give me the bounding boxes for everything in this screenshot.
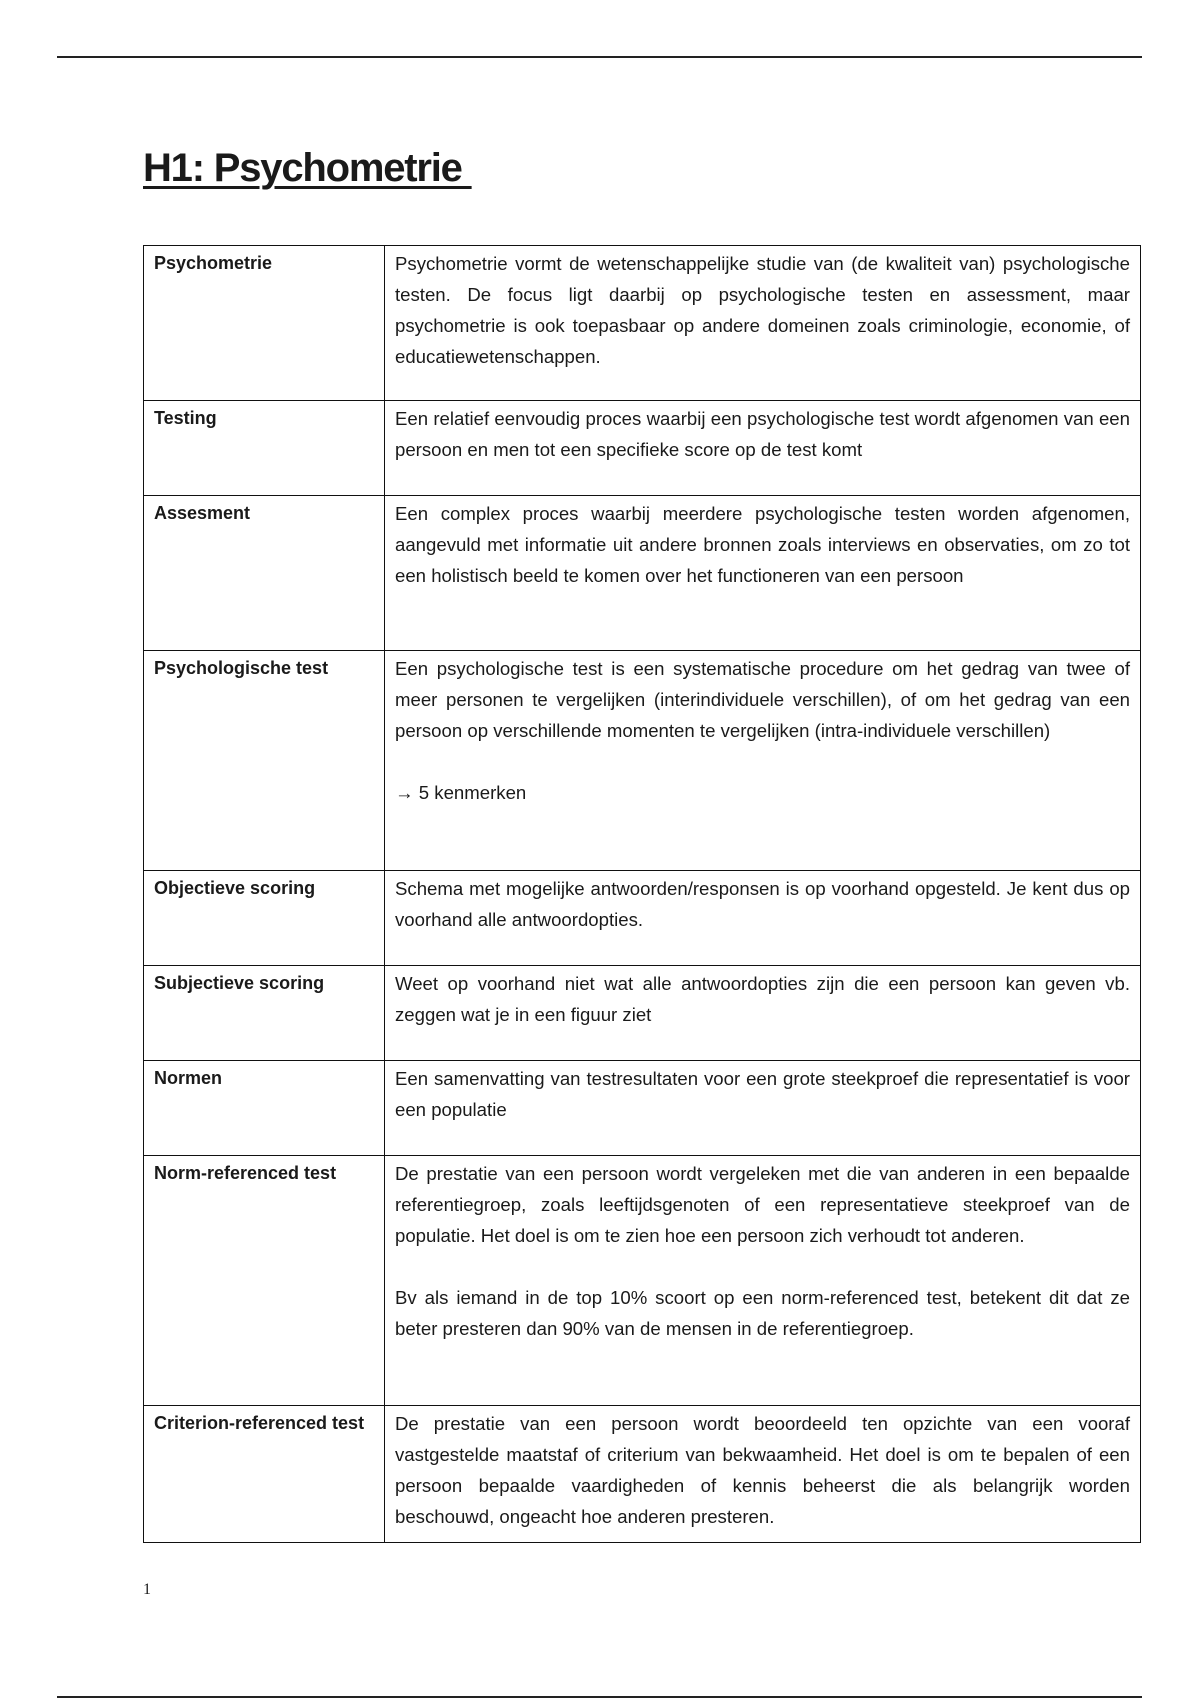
- term-cell: Objectieve scoring: [144, 871, 385, 966]
- definition-cell: [385, 246, 1141, 401]
- definition-cell: [385, 966, 1141, 1061]
- paragraph-gap: [395, 746, 1130, 777]
- definition-text: Psychometrie vormt de wetenschappelijke studie van (de kwaliteit van) psychologische testen. De focus ligt daarbij op psychologische testen en assessment, maar psychometrie is ook toepasbaar op andere domeinen zoals criminologie, economie, of educatiewetenschappen.: [395, 253, 1130, 367]
- definition-text: De prestatie van een persoon wordt vergeleken met die van anderen in een bepaalde referentiegroep, zoals leeftijdsgenoten of een representatieve steekproef van de populatie. Het doel is om te zien hoe een persoon zich verhoudt tot anderen.: [395, 1163, 1130, 1246]
- definition-text: Schema met mogelijke antwoorden/responsen is op voorhand opgesteld. Je kent dus op voorhand alle antwoordopties.: [395, 878, 1130, 930]
- paragraph-gap: [395, 1251, 1130, 1282]
- definition-text: Weet op voorhand niet wat alle antwoordopties zijn die een persoon kan geven vb. zeggen wat je in een figuur ziet: [395, 973, 1130, 1025]
- term-cell: Norm-referenced test: [144, 1156, 385, 1406]
- table-row: [144, 651, 1141, 871]
- term-cell: Psychometrie: [144, 246, 385, 401]
- definition-text: De prestatie van een persoon wordt beoordeeld ten opzichte van een vooraf vastgestelde maatstaf of criterium van bekwaamheid. Het doel is om te bepalen of een persoon bepaalde vaardigheden of kennis beheerst die als belangrijk worden beschouwd, ongeacht hoe anderen presteren.: [395, 1413, 1130, 1527]
- header-rule: [57, 56, 1142, 58]
- definition-cell: [385, 651, 1141, 871]
- term-cell: Subjectieve scoring: [144, 966, 385, 1061]
- table-row: [144, 246, 1141, 401]
- table-row: [144, 496, 1141, 651]
- table-row: [144, 1406, 1141, 1543]
- definition-text: Bv als iemand in de top 10% scoort op een norm-referenced test, betekent dit dat ze beter presteren dan 90% van de mensen in de referentiegroep.: [395, 1287, 1130, 1339]
- page-number: 1: [143, 1581, 151, 1598]
- term-cell: Psychologische test: [144, 651, 385, 871]
- table-row: [144, 1156, 1141, 1406]
- definition-text: Een psychologische test is een systematische procedure om het gedrag van twee of meer personen te vergelijken (interindividuele verschillen), of om het gedrag van een persoon op verschillende momenten te vergelijken (intra-individuele verschillen): [395, 658, 1130, 741]
- table-row: [144, 1061, 1141, 1156]
- page-title: H1: Psychometrie: [143, 146, 472, 190]
- definition-cell: [385, 1156, 1141, 1406]
- table-row: [144, 871, 1141, 966]
- term-cell: Assesment: [144, 496, 385, 651]
- term-cell: Normen: [144, 1061, 385, 1156]
- definition-cell: [385, 1406, 1141, 1543]
- definition-cell: [385, 871, 1141, 966]
- table-row: [144, 401, 1141, 496]
- definition-cell: [385, 401, 1141, 496]
- definition-cell: [385, 496, 1141, 651]
- definition-cell: [385, 1061, 1141, 1156]
- footer-rule: [57, 1696, 1142, 1698]
- term-cell: Criterion-referenced test: [144, 1406, 385, 1543]
- definition-text: → 5 kenmerken: [395, 782, 527, 803]
- definitions-table: [143, 245, 1141, 1543]
- term-cell: Testing: [144, 401, 385, 496]
- definition-text: Een samenvatting van testresultaten voor een grote steekproef die representatief is voor een populatie: [395, 1068, 1130, 1120]
- table-row: [144, 966, 1141, 1061]
- definition-text: Een complex proces waarbij meerdere psychologische testen worden afgenomen, aangevuld met informatie uit andere bronnen zoals interviews en observaties, om zo tot een holistisch beeld te komen over het functioneren van een persoon: [395, 503, 1130, 586]
- definition-text: Een relatief eenvoudig proces waarbij een psychologische test wordt afgenomen van een persoon en men tot een specifieke score op de test komt: [395, 408, 1130, 460]
